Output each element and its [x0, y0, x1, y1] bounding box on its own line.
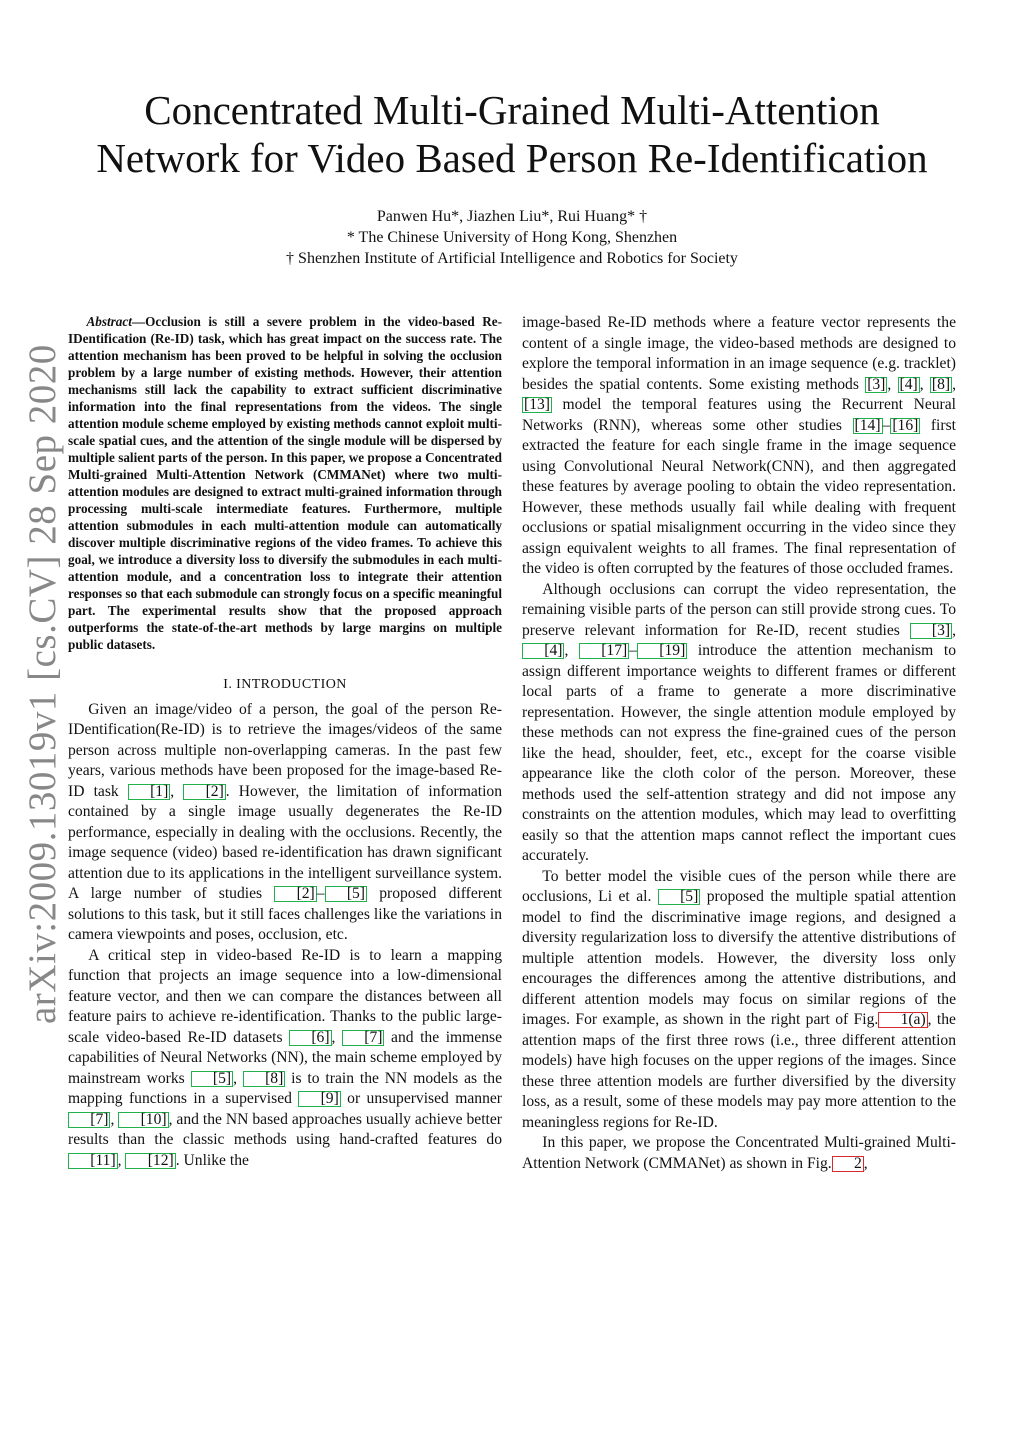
text-run: Although occlusions can corrupt the video representation, the remaining visible parts of the person can still provide strong cues. To preserve relevant information for Re-ID, recent studies	[522, 580, 956, 639]
text-run: proposed different solutions to this task, but it still faces challenges like the variations in camera viewpoints and poses, occlusion, etc.	[68, 885, 502, 943]
text-run: is to train the NN models as the mapping functions in a supervised	[68, 1069, 503, 1107]
section-heading-introduction: I. INTRODUCTION	[223, 677, 347, 692]
text-run: ,	[952, 621, 956, 639]
text-run: introduce the attention mechanism to assign different importance weights to different frames or different local parts of a frame to generate a more discriminative representation. However, the single attention module employed by these methods can not express the fine-grained cues of the person like the head, shoulder, feet, etc., except for the coarse visible appearance like the cloth color of the person. Moreover, these methods used the self-attention strategy and did not impose any constraints on the attention modules, which may lead to overfitting easily so that the attention maps cannot reflect the important cues accurately.	[522, 642, 956, 864]
citation-link[interactable]: [5]	[191, 1071, 233, 1087]
citation-link[interactable]: [8]	[243, 1071, 285, 1087]
text-run: A critical step in video-based Re-ID is to learn a mapping function that projects an image sequence into a low-dimensional feature vector, and then we can compare the distances between all feature pairs to achieve re-identification. Thanks to the public large-scale video-based Re-ID datasets	[68, 946, 502, 1046]
figure-reference-link[interactable]: 1(a)	[878, 1012, 927, 1028]
text-run: ,	[952, 375, 956, 393]
intro-paragraph-1	[68, 700, 502, 946]
citation-link[interactable]: [19]	[637, 643, 687, 659]
text-run: –	[882, 416, 891, 434]
citation-link[interactable]: [10]	[118, 1112, 168, 1128]
text-run: first extracted the feature for each single frame in the image sequence using Convolutional Neural Network(CNN), and then aggregated these features by average pooling to obtain the video representation. However, these methods usually fail while dealing with frequent occlusions or spatial misalignment occurring in the video since they assign equivalent weights to all frames. The final representation of the video is often corrupted by the features of those occluded frames.	[522, 416, 956, 577]
citation-link[interactable]: [14]	[854, 416, 881, 434]
affiliation-2: † Shenzhen Institute of Artificial Intelligence and Robotics for Society	[286, 250, 738, 267]
text-run: . However, the limitation of information contained by a single image usually degenerates the Re-ID performance, especially in dealing with the occlusions. Recently, the image sequence (video) based re-identification has drawn significant attention due to its applications in the intelligent surveillance system. A large number of studies	[68, 782, 503, 902]
citation-link[interactable]: [7]	[342, 1030, 384, 1046]
citation-link[interactable]: [8]	[931, 375, 951, 393]
abstract-label: Abstract	[86, 314, 132, 329]
text-run: . Unlike the	[175, 1151, 249, 1169]
text-run: ,	[110, 1110, 119, 1128]
text-run: , the attention maps of the first three rows (i.e., three different attention models) have high focuses on the upper regions of the images. Since these three attention models are further diversified by the diversity loss, as a result, some of these models may pay more attention to the meaningless regions for Re-ID.	[522, 1011, 956, 1131]
citation-link[interactable]: [2]	[183, 784, 225, 800]
arxiv-identifier: arXiv:2009.13019v1 [cs.CV] 28 Sep 2020	[21, 344, 64, 1024]
text-run: –	[316, 885, 325, 902]
title-line-2: Network for Video Based Person Re-Identification	[96, 135, 928, 181]
citation-link[interactable]: [16]	[892, 416, 919, 434]
title-line-1: Concentrated Multi-Grained Multi-Attention	[144, 87, 880, 133]
citation-link[interactable]: [11]	[68, 1153, 118, 1169]
citation-link[interactable]: [6]	[289, 1030, 331, 1046]
text-run: To better model the visible cues of the person while there are occlusions, Li et al.	[522, 867, 956, 905]
right-paragraph-4	[522, 1133, 956, 1174]
text-run: ,	[564, 642, 579, 659]
text-run: and the immense capabilities of Neural Networks (NN), the main scheme employed by mainstream works	[68, 1028, 503, 1087]
right-paragraph-1	[522, 313, 956, 580]
citation-link[interactable]: [3]	[867, 375, 886, 393]
citation-link[interactable]: [17]	[579, 643, 629, 659]
text-run: ,	[117, 1151, 126, 1169]
text-run: Given an image/video of a person, the goal of the person Re-IDentification(Re-ID) is to retrieve the images/videos of the same person across multiple non-overlapping cameras. In the past few years, various methods have been proposed for the image-based Re-ID task	[68, 700, 502, 800]
citation-link[interactable]: [2]	[274, 886, 316, 902]
citation-link[interactable]: [13]	[524, 396, 550, 413]
citation-link[interactable]: [1]	[128, 784, 170, 800]
left-column	[68, 313, 502, 1171]
citation-link[interactable]: [5]	[658, 889, 700, 905]
text-run: ,	[863, 1154, 868, 1172]
right-column	[522, 313, 956, 1174]
author-block	[200, 206, 824, 269]
figure-reference-link[interactable]: 2	[832, 1156, 864, 1172]
citation-link[interactable]: [4]	[522, 643, 564, 659]
citation-link[interactable]: [12]	[125, 1153, 175, 1169]
text-run: image-based Re-ID methods where a feature vector represents the content of a single image, the video-based methods are designed to explore the temporal information in an image sequence (e.g. tracklet) besides the spatial contents. Some existing methods	[522, 314, 956, 393]
citation-link[interactable]: [3]	[910, 623, 952, 639]
text-run: ,	[919, 375, 930, 393]
intro-paragraph-2	[68, 946, 502, 1172]
text-run: or unsupervised manner	[340, 1090, 502, 1107]
affiliation-1: * The Chinese University of Hong Kong, Shenzhen	[346, 229, 678, 246]
paper-title	[60, 86, 964, 182]
citation-link[interactable]: [9]	[298, 1091, 340, 1107]
text-run: model the temporal features using the Recurrent Neural Networks (RNN), whereas some other studies	[522, 396, 956, 434]
text-run: –	[629, 642, 638, 659]
citation-link[interactable]: [5]	[325, 886, 367, 902]
right-paragraph-3	[522, 867, 956, 1134]
abstract-text: —Occlusion is still a severe problem in the video-based Re-IDentification (Re-ID) task, which has great impact on the success rate. The attention mechanism has been proved to be helpful in solving the occlusion problem by a large number of existing methods. However, their attention mechanisms still lack the capability to extract sufficient discriminative information into the final representations from the videos. The single attention module scheme employed by existing methods cannot exploit multi-scale spatial cues, and the attention of the single module will be dispersed by multiple salient parts of the person. In this paper, we propose a Concentrated Multi-grained Multi-Attention Network (CMMANet) where two multi-attention modules are designed to extract multi-grained information through processing multi-scale intermediate features. Furthermore, multiple attention submodules in each multi-attention module can automatically discover multiple discriminative regions of the video frames. To achieve this goal, we introduce a diversity loss to diversify the submodules in each multi-attention module, and a concentration loss to integrate their attention responses so that each submodule can strongly focus on a specific meaningful part. The experimental results show that the proposed approach outperforms the state-of-the-art methods by large margins on multiple public datasets.	[68, 314, 502, 652]
text-run: ,	[233, 1069, 243, 1087]
citation-link[interactable]: [4]	[899, 375, 918, 393]
text-run: proposed the multiple spatial attention model to find the discriminative image regions, and designed a diversity regularization loss to diversify the attentive distributions of multiple attention models. However, the diversity loss only encourages the differences among the attentive distributions, and different attention models may focus on similar regions of the images. For example, as shown in the right part of Fig.	[522, 888, 956, 1028]
text-run: ,	[170, 782, 184, 800]
text-run: ,	[331, 1028, 343, 1046]
text-run: In this paper, we propose the Concentrated Multi-grained Multi-Attention Network (CMMANet) as shown in Fig.	[522, 1134, 956, 1172]
text-run: ,	[887, 375, 898, 393]
abstract	[68, 313, 502, 653]
author-names: Panwen Hu*, Jiazhen Liu*, Rui Huang* †	[376, 208, 648, 225]
citation-link[interactable]: [7]	[68, 1112, 110, 1128]
right-paragraph-2	[522, 580, 956, 867]
text-run: , and the NN based approaches usually achieve better results than the classic methods using hand-crafted features do	[68, 1110, 503, 1148]
